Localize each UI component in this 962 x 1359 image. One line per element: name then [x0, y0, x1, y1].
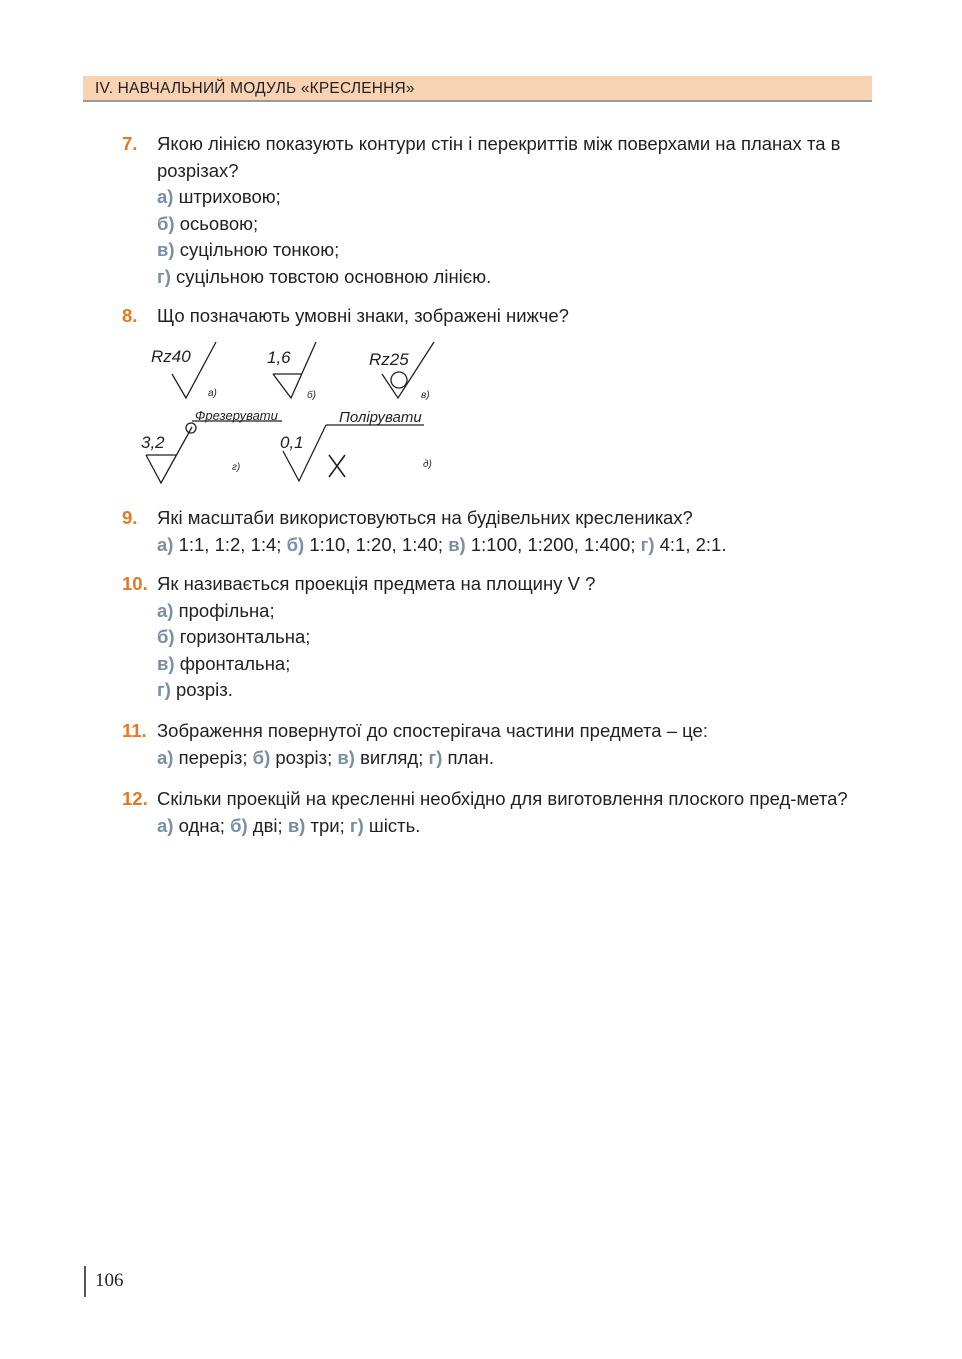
- question-7: [122, 131, 877, 290]
- question-text: Якою лінією показують контури стін і перекриттів між поверхами на планах та в розрізах?: [157, 133, 841, 181]
- option-letter: г): [428, 746, 443, 768]
- option-letter: г): [640, 533, 655, 555]
- processing-note-d: Фрезерувати: [195, 408, 278, 423]
- option-letter: а): [157, 746, 174, 768]
- option-a: [157, 815, 225, 836]
- option-text: одна;: [178, 814, 225, 836]
- question-10: [122, 571, 877, 704]
- option-letter: в): [157, 652, 175, 674]
- option-a: [157, 534, 281, 555]
- option-b: [157, 211, 877, 238]
- roughness-value-c: Rz25: [369, 350, 409, 369]
- option-text: 4:1, 2:1.: [659, 533, 727, 555]
- option-d: [428, 747, 493, 768]
- option-text: суцільною тонкою;: [179, 239, 340, 260]
- figure-tag-c: в): [421, 390, 430, 401]
- question-number: 10.: [122, 573, 148, 594]
- option-text: 1:100, 1:200, 1:400;: [470, 533, 636, 555]
- options-list: [157, 598, 877, 704]
- option-text: план.: [447, 746, 494, 768]
- option-text: три;: [310, 814, 345, 836]
- option-text: штриховою;: [178, 186, 281, 207]
- option-letter: в): [287, 814, 306, 836]
- option-letter: г): [157, 265, 171, 287]
- option-b: [230, 815, 283, 836]
- question-number: 8.: [122, 305, 138, 326]
- option-text: осьовою;: [179, 212, 259, 234]
- option-text: 1:1, 1:2, 1:4;: [178, 533, 282, 555]
- option-d: [157, 677, 877, 704]
- option-text: фронтальна;: [179, 652, 291, 674]
- question-12: [122, 786, 877, 839]
- option-b: [157, 624, 877, 651]
- figure-tag-e: д): [423, 459, 432, 470]
- question-text: Які масштаби використовуються на будівельних кресленикax?: [157, 507, 693, 528]
- question-text: Як називається проекція предмета на площину V ?: [157, 573, 596, 594]
- options-inline: [157, 532, 877, 559]
- options-list: [157, 184, 877, 290]
- options-inline: [157, 813, 877, 840]
- question-11: [122, 718, 877, 771]
- option-text: шість.: [368, 814, 421, 836]
- option-a: [157, 598, 877, 625]
- option-c: [157, 237, 877, 264]
- option-letter: б): [157, 212, 175, 234]
- option-letter: а): [157, 814, 174, 836]
- roughness-value-a: Rz40: [151, 347, 191, 366]
- option-c: [337, 747, 423, 768]
- question-number: 11.: [122, 720, 147, 741]
- option-d: [157, 264, 877, 291]
- option-letter: а): [157, 533, 174, 555]
- question-text: Скільки проекцій на кресленні необхідно для виготовлення плоского пред-мета?: [157, 788, 848, 809]
- option-text: розріз.: [176, 679, 233, 700]
- option-letter: г): [157, 679, 171, 700]
- option-letter: б): [252, 746, 271, 768]
- question-text: Зображення повернутої до спостерігача частини предмета – це:: [157, 720, 708, 741]
- question-8: [122, 303, 877, 330]
- option-d: [641, 534, 727, 555]
- roughness-value-d: 3,2: [141, 433, 165, 452]
- options-inline: [157, 745, 877, 772]
- option-letter: г): [349, 814, 364, 836]
- option-d: [350, 815, 420, 836]
- question-number: 9.: [122, 507, 138, 528]
- roughness-circle-c: [391, 372, 407, 388]
- section-header: [83, 76, 872, 102]
- option-text: вигляд;: [360, 746, 424, 768]
- option-letter: а): [157, 186, 174, 207]
- option-b: [253, 747, 333, 768]
- option-letter: б): [157, 626, 175, 647]
- question-number: 7.: [122, 133, 138, 154]
- question-9: [122, 505, 877, 558]
- question-text: Що позначають умовні знаки, зображені нижче?: [157, 305, 569, 326]
- option-text: розріз;: [275, 746, 333, 768]
- option-letter: б): [230, 814, 248, 836]
- option-a: [157, 747, 248, 768]
- roughness-value-e: 0,1: [280, 433, 304, 452]
- option-c: [288, 815, 345, 836]
- page-number: 106: [95, 1270, 124, 1291]
- option-text: переріз;: [178, 746, 248, 768]
- processing-note-e: Полірувати: [339, 409, 422, 426]
- option-b: [287, 534, 443, 555]
- option-letter: б): [286, 533, 305, 555]
- page-number-rule: [84, 1266, 86, 1297]
- option-letter: в): [448, 533, 466, 555]
- figure-tag-d: г): [232, 462, 241, 473]
- section-title: IV. НАВЧАЛЬНИЙ МОДУЛЬ «КРЕСЛЕННЯ»: [95, 80, 415, 97]
- question-number: 12.: [122, 788, 148, 809]
- option-letter: в): [337, 746, 355, 768]
- roughness-symbols-figure: [136, 338, 436, 488]
- option-a: [157, 184, 877, 211]
- roughness-value-b: 1,6: [267, 348, 291, 367]
- option-c: [448, 534, 635, 555]
- option-text: горизонтальна;: [179, 626, 311, 647]
- option-text: суцільною товстою основною лінією.: [176, 265, 492, 287]
- option-text: 1:10, 1:20, 1:40;: [309, 533, 444, 555]
- figure-tag-a: а): [208, 388, 217, 399]
- figure-tag-b: б): [307, 390, 316, 401]
- option-letter: а): [157, 599, 174, 621]
- option-c: [157, 651, 877, 678]
- option-letter: в): [157, 239, 175, 260]
- option-text: профільна;: [178, 599, 275, 621]
- option-text: дві;: [252, 814, 283, 836]
